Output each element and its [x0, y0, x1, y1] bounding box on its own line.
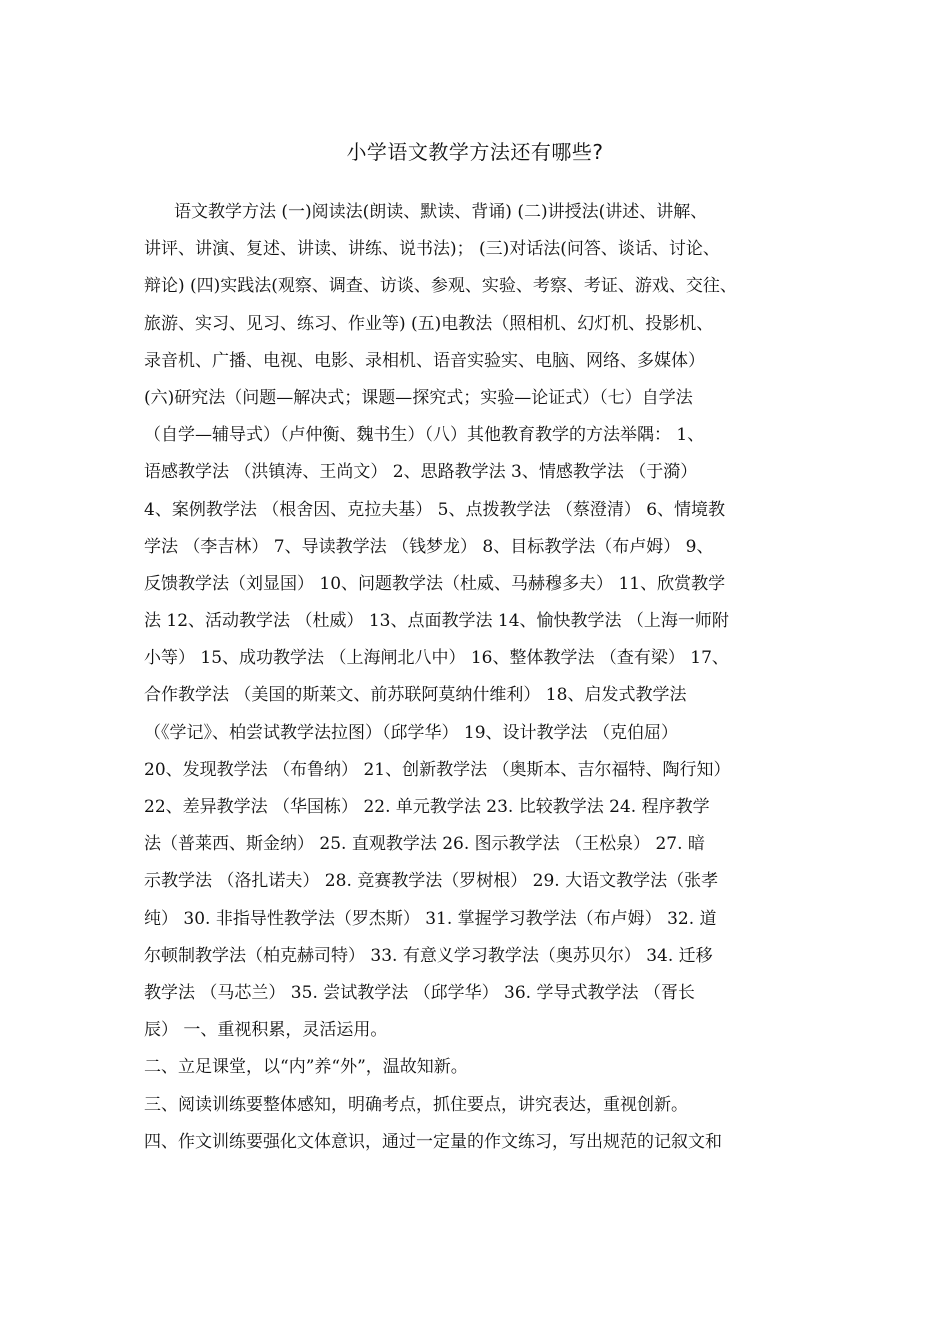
paragraph-line: （自学—辅导式）（卢仲衡、魏书生）（八）其他教育教学的方法举隅： 1、 — [144, 425, 705, 446]
paragraph-line: 合作教学法 （美国的斯莱文、前苏联阿莫纳什维利） 18、启发式教学法 — [144, 685, 687, 706]
paragraph-line: 反馈教学法（刘显国） 10、问题教学法（杜威、马赫穆多夫） 11、欣赏教学 — [144, 573, 726, 594]
document-title: 小学语文教学方法还有哪些? — [346, 140, 604, 164]
paragraph-line: 辰） 一、重视积累，灵活运用。 — [144, 1020, 388, 1041]
document-body — [144, 194, 824, 1161]
paragraph-line: 小等） 15、成功教学法 （上海闸北八中） 16、整体教学法 （查有梁） 17、 — [144, 648, 729, 669]
paragraph-line: 学法 （李吉林） 7、导读教学法 （钱梦龙） 8、目标教学法（布卢姆） 9、 — [144, 536, 714, 557]
paragraph-line: 旅游、实习、见习、练习、作业等) (五)电教法（照相机、幻灯机、投影机、 — [144, 313, 714, 334]
paragraph-line: 二、立足课堂，以“内”养“外”，温故知新。 — [144, 1057, 468, 1078]
paragraph-line: 4、案例教学法 （根舍因、克拉夫基） 5、点拨教学法 （蔡澄清） 6、情境教 — [144, 499, 726, 520]
paragraph-line: 纯） 30. 非指导性教学法（罗杰斯） 31. 掌握学习教学法（布卢姆） 32. 道 — [144, 908, 717, 929]
paragraph-line: 语感教学法 （洪镇涛、王尚文） 2、思路教学法 3、情感教学法 （于漪） — [144, 462, 698, 483]
paragraph-line: 四、作文训练要强化文体意识，通过一定量的作文练习，写出规范的记叙文和 — [144, 1131, 722, 1152]
paragraph-line: 三、阅读训练要整体感知，明确考点，抓住要点，讲究表达，重视创新。 — [144, 1094, 688, 1115]
paragraph-line: 教学法 （马芯兰） 35. 尝试教学法 （邱学华） 36. 学导式教学法 （胥长 — [144, 982, 695, 1003]
paragraph-line: 讲评、讲演、复述、讲读、讲练、说书法)； (三)对话法(问答、谈话、讨论、 — [144, 239, 720, 260]
paragraph-line: 尔顿制教学法（柏克赫司特） 33. 有意义学习教学法（奥苏贝尔） 34. 迁移 — [144, 945, 713, 966]
paragraph-line: 法（普莱西、斯金纳） 25. 直观教学法 26. 图示教学法 （王松泉） 27. 暗 — [144, 834, 705, 855]
paragraph-line: （《学记》、柏尝试教学法拉图）（邱学华） 19、设计教学法 （克伯屈） — [144, 722, 678, 743]
paragraph-line: (六)研究法（问题—解决式；课题—探究式；实验—论证式）（七）自学法 — [144, 387, 693, 408]
paragraph-line: 辩论) (四)实践法(观察、调查、访谈、参观、实验、考察、考证、游戏、交往、 — [144, 276, 737, 297]
paragraph-line: 20、发现教学法 （布鲁纳） 21、创新教学法 （奥斯本、吉尔福特、陶行知） — [144, 759, 731, 780]
paragraph-line: 录音机、广播、电视、电影、录相机、语音实验实、电脑、网络、多媒体） — [144, 350, 705, 371]
paragraph-line: 22、差异教学法 （华国栋） 22. 单元教学法 23. 比较教学法 24. 程序教学 — [144, 797, 710, 817]
paragraph-line: 法 12、活动教学法 （杜威） 13、点面教学法 14、愉快教学法 （上海一师附 — [144, 611, 729, 632]
paragraph-line: 语文教学方法 (一)阅读法(朗读、默读、背诵) (二)讲授法(讲述、讲解、 — [174, 202, 708, 222]
paragraph-line: 示教学法 （洛扎诺夫） 28. 竞赛教学法（罗树根） 29. 大语文教学法（张孝 — [144, 871, 719, 892]
